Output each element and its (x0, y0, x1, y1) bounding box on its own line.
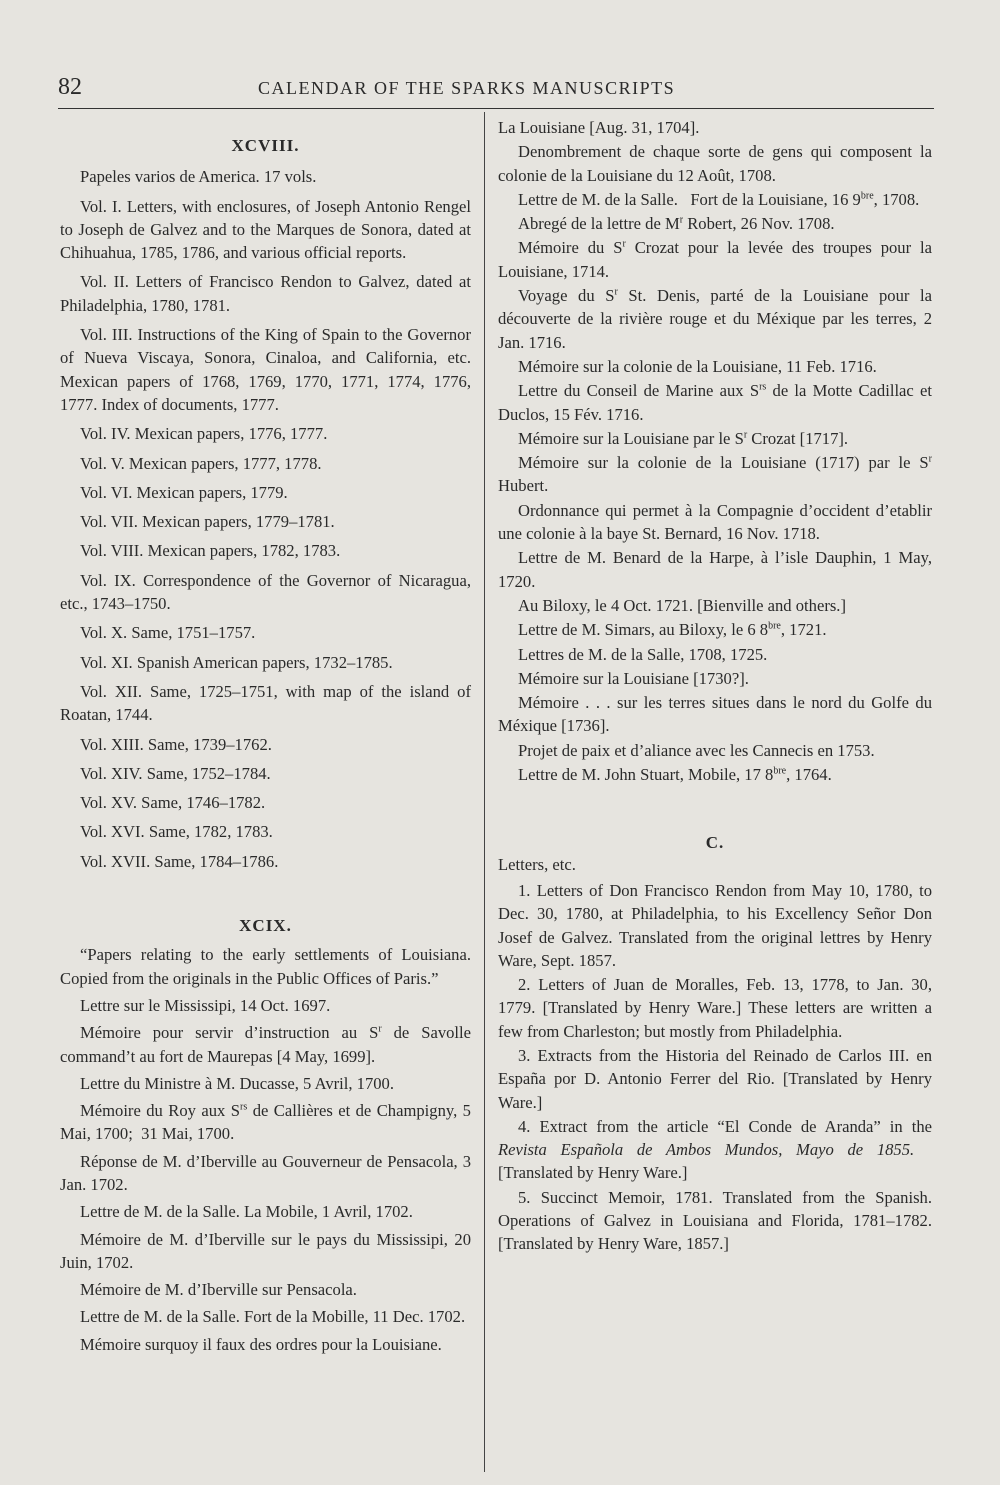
volume-entry: Vol. XIV. Same, 1752–1784. (80, 763, 271, 783)
document-entry: Mémoire de M. d’Iberville sur le pays du Mississipi, 20 Juin, 1702. (60, 1229, 471, 1272)
letter-entry: 4. Extract from the article “El Conde de Aranda” in the Revista Española de Ambos Mundos, Mayo de 1855. [Translated by Henry Ware.] (498, 1116, 933, 1183)
running-head: CALENDAR OF THE SPARKS MANUSCRIPTS (258, 78, 676, 98)
document-entry: Mémoire du $S^r$ Crozat pour la levée des troupes pour la Louisiane, 1714. (498, 238, 932, 281)
document-entry: Réponse de M. d’Iberville au Gouverneur de Pensacola, 3 Jan. 1702. (60, 1151, 471, 1194)
volume-entry: Vol. XVII. Same, 1784–1786. (80, 851, 279, 871)
volume-entry: Vol. XIII. Same, 1739–1762. (80, 734, 272, 754)
volume-entry: Vol. IX. Correspondence of the Governor of Nicaragua, etc., 1743–1750. (60, 570, 471, 614)
letter-entry: 3. Extracts from the Historia del Reinado de Carlos III. en España por D. Antonio Ferrer del Rio. [Translated by Henry Ware.] (498, 1045, 932, 1112)
letter-entry: 5. Succinct Memoir, 1781. Translated from the Spanish. Operations of Galvez in Louisiana and Florida, 1781–1782. [Translated by Henry Ware, 1857.] (498, 1187, 932, 1254)
volume-entry: Vol. XVI. Same, 1782, 1783. (80, 822, 273, 842)
volume-entry: Vol. XV. Same, 1746–1782. (80, 793, 266, 813)
document-entry: Mémoire du Roy aux $S^{rs}$ de Callières et de Champigny, 5 Mai, 1700; 31 Mai, 1700. (60, 1101, 471, 1144)
document-entry: Abregé de la lettre de $M^r$ Robert, 26 Nov. 1708. (518, 214, 835, 234)
document-entry: Au Biloxy, le 4 Oct. 1721. [Bienville and others.] (518, 595, 846, 615)
volume-entry: Vol. III. Instructions of the King of Spain to the Governor of Nueva Viscaya, Sonora, Cinaloa, and California, etc. Mexican papers of 1768, 1769, 1770, 1771, 1774, 1776, 1777. Index of documents, 1777. (60, 325, 471, 414)
document-entry: Mémoire pour servir d’instruction au $S^r$ de Savolle command’t au fort de Maurepas [4 May, 1699]. (60, 1023, 471, 1066)
document-entry: Voyage du $S^r$ St. Denis, parté de la Louisiane pour la découverte de la rivière rouge et du Méxique par les terres, 2 Jan. 1716. (498, 286, 932, 352)
volume-entry: Vol. IV. Mexican papers, 1776, 1777. (80, 424, 328, 444)
document-entry: Projet de paix et d’aliance avec les Cannecis en 1753. (518, 740, 875, 760)
page-header (58, 74, 934, 109)
document-entry: La Louisiane [Aug. 31, 1704]. (498, 118, 700, 137)
page-number: 82 (58, 74, 82, 100)
volume-entry: Vol. X. Same, 1751–1757. (80, 623, 256, 643)
volume-entry: Vol. XI. Spanish American papers, 1732–1785. (80, 652, 393, 672)
section-intro: Letters, etc. (498, 854, 576, 874)
volume-entry: Vol. I. Letters, with enclosures, of Joseph Antonio Rengel to Joseph de Galvez and to the Marques de Sonora, dated at Chihuahua, 1785, 1786, and various official reports. (60, 196, 471, 263)
document-entry: Mémoire sur la Louisiane [1730?]. (518, 668, 749, 688)
document-entry: Denombrement de chaque sorte de gens qui composent la colonie de la Louisiane du 12 Août, 1708. (498, 142, 932, 185)
volume-entry: Vol. V. Mexican papers, 1777, 1778. (80, 453, 322, 473)
document-entry: Lettre du Conseil de Marine aux $S^{rs}$ de la Motte Cadillac et Duclos, 15 Fév. 1716. (498, 381, 932, 424)
letter-entry: 2. Letters of Juan de Moralles, Feb. 13, 1778, to Jan. 30, 1779. [Translated by Henry Ware.] These letters are written a few from Charleston; but mostly from Philadelphia. (498, 975, 932, 1041)
document-entry: Lettre de M. Benard de la Harpe, à l’isle Dauphin, 1 May, 1720. (498, 548, 932, 591)
section-intro: “Papers relating to the early settlements of Louisiana. Copied from the originals in the Public Offices of Paris.” (60, 945, 471, 988)
document-entry: Mémoire surquoy il faux des ordres pour la Louisiane. (80, 1334, 442, 1354)
right-column (498, 116, 932, 1257)
document-entry: Lettre de M. de la Salle. La Mobile, 1 Avril, 1702. (80, 1202, 413, 1222)
document-entry: Lettre de M. Simars, au Biloxy, le 6 $8^{bre}$, 1721. (518, 620, 827, 640)
document-entry: Lettre de M. de la Salle. Fort de la Louisiane, 16 $9^{bre}$, 1708. (518, 189, 920, 209)
document-entry: Mémoire . . . sur les terres situes dans le nord du Golfe du Méxique [1736]. (498, 693, 932, 736)
document-entry: Mémoire sur la colonie de la Louisiane (1717) par le $S^r$ Hubert. (498, 453, 932, 496)
document-entry: Lettres de M. de la Salle, 1708, 1725. (518, 644, 768, 664)
column-divider (484, 112, 485, 1472)
section-intro: Papeles varios de America. 17 vols. (80, 167, 317, 187)
volume-entry: Vol. VII. Mexican papers, 1779–1781. (80, 512, 335, 532)
letter-entry: 1. Letters of Don Francisco Rendon from May 10, 1780, to Dec. 30, 1780, at Philadelphia, to his Excellency Señor Don Josef de Galvez. Translated from the original lettres by Henry Ware, Sept. 1857. (498, 880, 932, 970)
document-entry: Mémoire sur la Louisiane par le $S^r$ Crozat [1717]. (518, 428, 849, 448)
volume-entry: Vol. II. Letters of Francisco Rendon to Galvez, dated at Philadelphia, 1780, 1781. (60, 272, 471, 315)
document-entry: Lettre de M. John Stuart, Mobile, 17 $8^{bre}$, 1764. (518, 765, 832, 785)
volume-entry: Vol. VI. Mexican papers, 1779. (80, 482, 288, 502)
section-heading-xcix: XCIX. (239, 916, 292, 936)
document-entry: Mémoire sur la colonie de la Louisiane, 11 Feb. 1716. (518, 356, 877, 376)
document-entry: Ordonnance qui permet à la Compagnie d’occident d’etablir une colonie à la baye St. Bernard, 16 Nov. 1718. (498, 500, 932, 544)
left-column (60, 116, 471, 1357)
volume-entry: Vol. XII. Same, 1725–1751, with map of the island of Roatan, 1744. (60, 681, 471, 725)
volume-entry: Vol. VIII. Mexican papers, 1782, 1783. (80, 541, 341, 561)
document-entry: Lettre sur le Mississipi, 14 Oct. 1697. (80, 995, 331, 1015)
document-entry: Mémoire de M. d’Iberville sur Pensacola. (80, 1280, 357, 1300)
document-entry: Lettre du Ministre à M. Ducasse, 5 Avril, 1700. (80, 1073, 394, 1093)
section-heading-xcviii: XCVIII. (231, 136, 300, 155)
section-heading-c: C. (705, 833, 725, 853)
document-entry: Lettre de M. de la Salle. Fort de la Mobille, 11 Dec. 1702. (80, 1307, 466, 1327)
